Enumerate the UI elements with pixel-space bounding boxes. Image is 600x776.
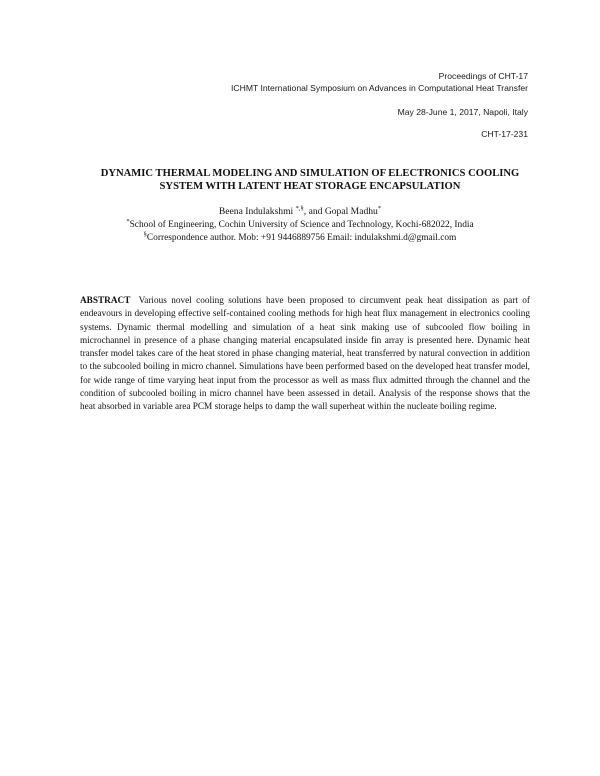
proceedings-line: Proceedings of CHT-17: [438, 71, 528, 81]
correspondence-text: Correspondence author. Mob: +91 9446889756 Email: indulakshmi.d@gmail.com: [146, 233, 457, 243]
author-list: [60, 206, 540, 218]
affiliation-mark: *: [126, 218, 130, 225]
author-2-marks: *: [377, 205, 382, 212]
title-line-2: SYSTEM WITH LATENT HEAT STORAGE ENCAPSULATION: [159, 181, 461, 192]
author-1-name: Beena Indulakshmi: [218, 206, 294, 217]
affiliation-text: School of Engineering, Cochin University of Science and Technology, Kochi-682022, India: [129, 220, 474, 230]
date-location-line: May 28-June 1, 2017, Napoli, Italy: [397, 107, 528, 117]
symposium-line: ICHMT International Symposium on Advances in Computational Heat Transfer: [231, 83, 528, 93]
abstract-paragraph: [80, 295, 530, 415]
paper-title: [80, 167, 540, 193]
correspondence: [60, 232, 540, 244]
abstract-heading: ABSTRACT: [80, 296, 131, 306]
title-line-1: DYNAMIC THERMAL MODELING AND SIMULATION OF ELECTRONICS COOLING: [100, 168, 520, 179]
correspondence-mark: §: [143, 231, 147, 238]
author-separator: , and: [303, 206, 325, 217]
author-2-name: Gopal Madhu: [324, 206, 378, 217]
author-1-marks: *,§: [295, 205, 304, 212]
abstract-body: Various novel cooling solutions have been proposed to circumvent peak heat dissipation as part of endeavours in developing effective self-contained cooling methods for high heat flux management in electronics cooling systems. Dynamic thermal modelling and simulation of a heat sink making use of subcooled flow boiling in microchannel in presence of a phase changing material encapsulated inside fin array is presented here. Dynamic heat transfer model takes care of the heat stored in phase changing material, heat transferred by natural convection in addition to the subcooled boiling in micro channel. Simulations have been performed based on the developed heat transfer model, for wide range of time varying heat input from the processor as well as mass flux admitted through the channel and the condition of subcooled boiling in micro channel have been assessed in detail. Analysis of the response shows that the heat absorbed in variable area PCM storage helps to damp the wall superheat within the nucleate boiling regime.: [80, 296, 530, 413]
paper-id: CHT-17-231: [481, 129, 528, 139]
affiliation: [60, 219, 540, 231]
